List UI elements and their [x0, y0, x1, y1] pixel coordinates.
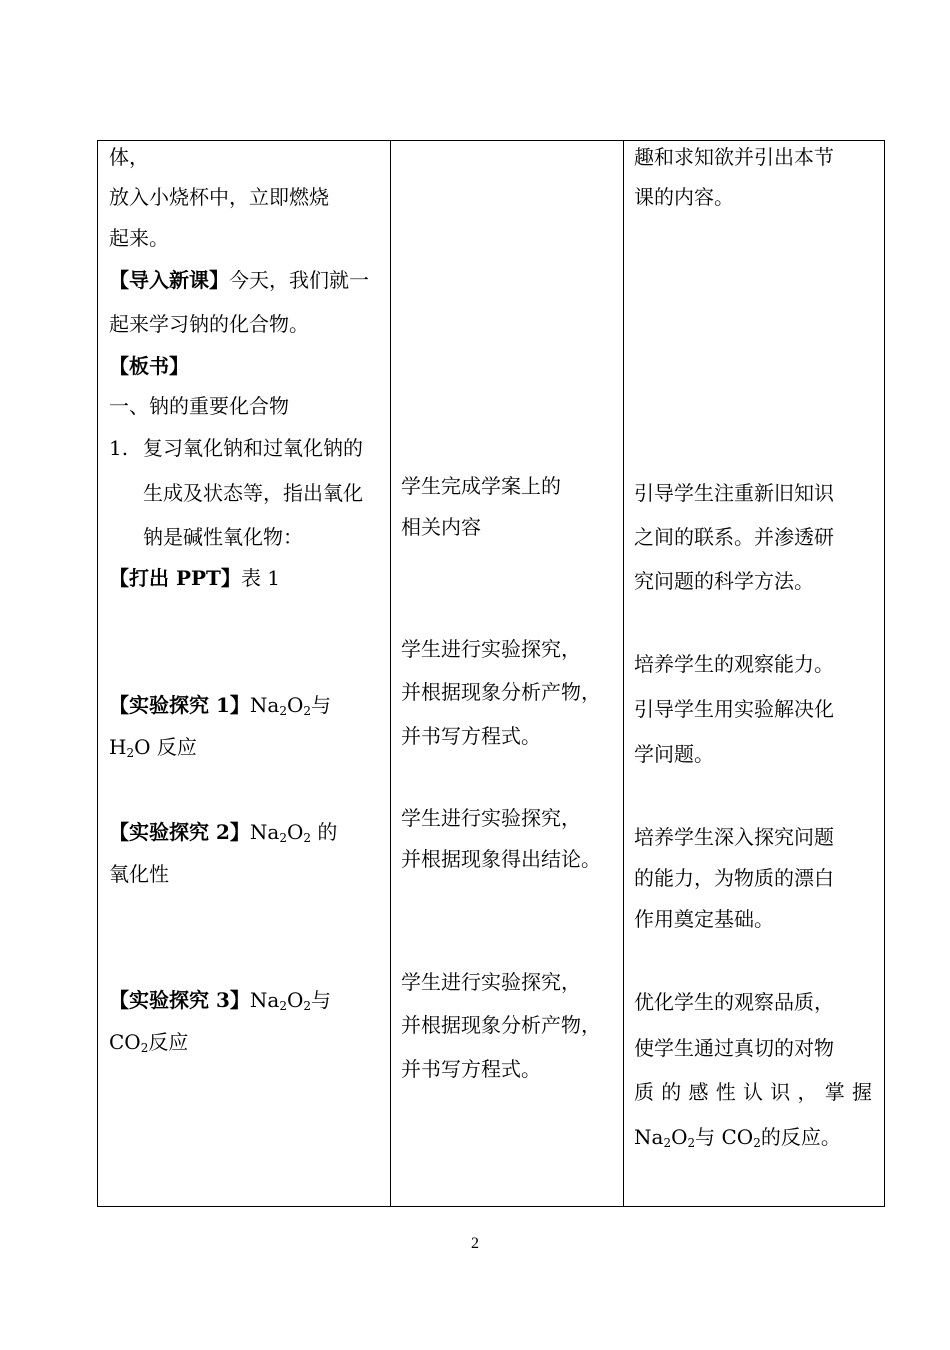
experiment-3-title: 【实验探究 3】$Na_2O_2$与 — [109, 988, 332, 1013]
experiment-1-tag: 【实验探究 1】 — [109, 693, 250, 717]
page-number: 2 — [471, 1235, 479, 1252]
col2-line: 相关内容 — [401, 515, 481, 539]
experiment-3-tag: 【实验探究 3】 — [109, 988, 250, 1012]
column-divider-2 — [623, 141, 624, 1206]
ppt-tag: 【打出 PPT】 — [109, 566, 241, 590]
col2-line: 并书写方程式。 — [401, 1057, 541, 1081]
col3-line: 课的内容。 — [634, 185, 734, 209]
col3-line: 的能力，为物质的漂白 — [634, 866, 834, 890]
col3-line: 质的感性认识，掌握 — [634, 1080, 872, 1104]
board-tag: 【板书】 — [109, 354, 189, 378]
col3-line: 之间的联系。并渗透研 — [634, 525, 834, 549]
experiment-2-line2: 氧化性 — [109, 862, 169, 886]
col3-line: 作用奠定基础。 — [634, 907, 774, 931]
col2-line: 并根据现象得出结论。 — [401, 847, 601, 871]
col1-line: 放入小烧杯中，立即燃烧 — [109, 185, 329, 209]
col1-line: 起来。 — [109, 226, 169, 250]
intro-tag: 【导入新课】 — [109, 268, 229, 292]
experiment-1-title: 【实验探究 1】$Na_2O_2$与 — [109, 693, 332, 718]
col2-line: 并书写方程式。 — [401, 724, 541, 748]
col2-line: 学生完成学案上的 — [401, 474, 561, 498]
list-item-line: 钠是碱性氧化物： — [143, 525, 303, 549]
col3-line: 培养学生深入探究问题 — [634, 825, 834, 849]
list-item-line: 生成及状态等，指出氧化 — [143, 481, 363, 505]
col3-line: 培养学生的观察能力。 — [634, 652, 834, 676]
col3-line: 使学生通过真切的对物 — [634, 1036, 834, 1060]
column-divider-1 — [390, 141, 391, 1206]
col3-line: 引导学生用实验解决化 — [634, 697, 834, 721]
col2-line: 学生进行实验探究， — [401, 806, 581, 830]
intro-text: 今天，我们就一 — [229, 268, 369, 292]
col3-line: 趣和求知欲并引出本节 — [634, 145, 834, 169]
intro-paragraph — [109, 268, 369, 292]
list-item-line: 复习氧化钠和过氧化钠的 — [143, 436, 363, 460]
experiment-3-line2: $CO_2$反应 — [109, 1030, 189, 1055]
col2-line: 并根据现象分析产物， — [401, 1013, 601, 1037]
experiment-2-tag: 【实验探究 2】 — [109, 820, 250, 844]
col2-line: 并根据现象分析产物， — [401, 680, 601, 704]
experiment-2-title: 【实验探究 2】$Na_2O_2$ 的 — [109, 820, 338, 845]
col3-line: 优化学生的观察品质， — [634, 990, 834, 1014]
list-item-number: 1. — [109, 436, 129, 460]
ppt-text: 表 1 — [240, 566, 281, 590]
ppt-paragraph — [109, 566, 280, 590]
col3-formula-line: $Na_2O_2$与 $CO_2$的反应。 — [634, 1125, 841, 1150]
col2-line: 学生进行实验探究， — [401, 970, 581, 994]
experiment-1-line2: $H_2O$ 反应 — [109, 735, 197, 760]
col1-line: 起来学习钠的化合物。 — [109, 312, 309, 336]
col3-line: 引导学生注重新旧知识 — [634, 481, 834, 505]
col1-line: 体， — [109, 145, 149, 169]
col3-line: 学问题。 — [634, 742, 714, 766]
section-heading: 一、钠的重要化合物 — [109, 394, 289, 418]
col3-line: 究问题的科学方法。 — [634, 569, 814, 593]
col2-line: 学生进行实验探究， — [401, 637, 581, 661]
